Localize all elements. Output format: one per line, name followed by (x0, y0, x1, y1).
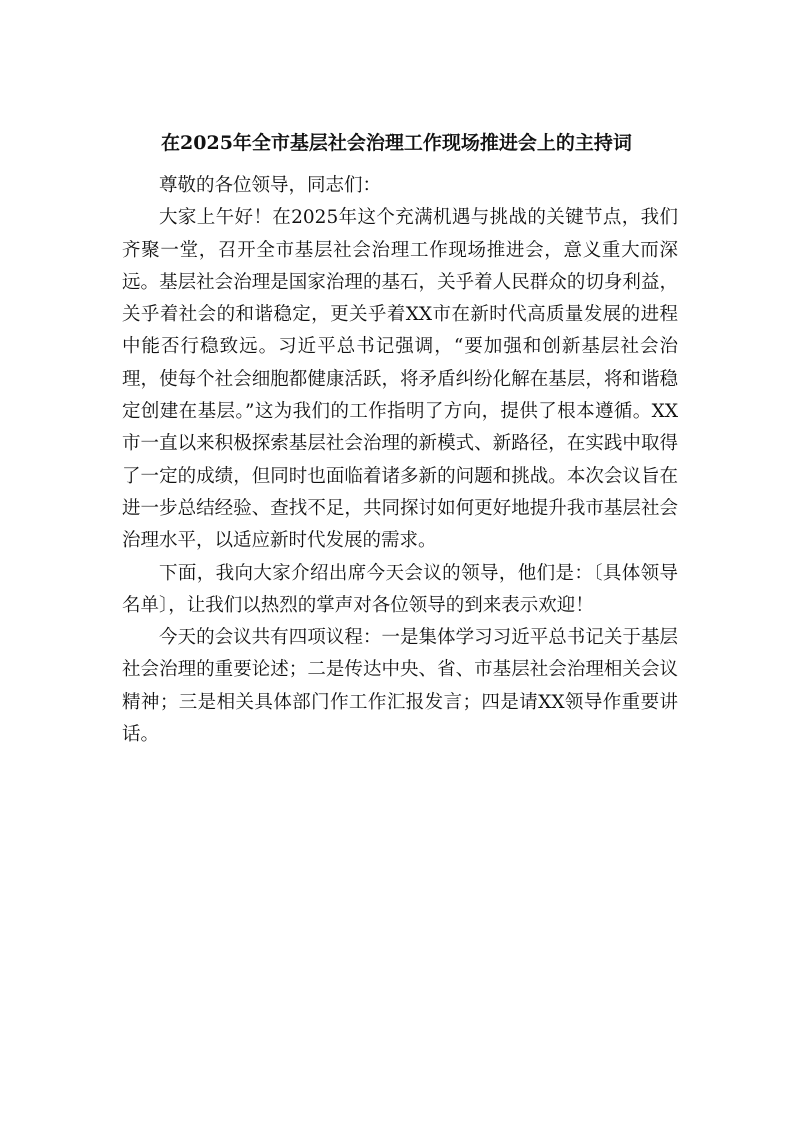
document-title: 在2025年全市基层社会治理工作现场推进会上的主持词 (161, 132, 632, 154)
paragraph-greeting: 尊敬的各位领导，同志们： (159, 175, 382, 196)
paragraph-leaders: 下面，我向大家介绍出席今天会议的领导，他们是：〔具体领导名单〕，让我们以热烈的掌声对各位领导的到来表示欢迎！ (122, 562, 678, 616)
document-body (122, 170, 678, 751)
paragraph-agenda: 今天的会议共有四项议程：一是集体学习习近平总书记关于基层社会治理的重要论述；二是传达中央、省、市基层社会治理相关会议精神；三是相关具体部门作工作汇报发言；四是请XX领导作重要讲话。 (122, 627, 678, 746)
paragraph-opening: 大家上午好！在2025年这个充满机遇与挑战的关键节点，我们齐聚一堂，召开全市基层社会治理工作现场推进会，意义重大而深远。基层社会治理是国家治理的基石，关乎着人民群众的切身利益，关乎着社会的和谐稳定，更关乎着XX市在新时代高质量发展的进程中能否行稳致远。习近平总书记强调，“要加强和创新基层社会治理，使每个社会细胞都健康活跃，将矛盾纠纷化解在基层，将和谐稳定创建在基层。”这为我们的工作指明了方向，提供了根本遵循。XX市一直以来积极探索基层社会治理的新模式、新路径，在实践中取得了一定的成绩，但同时也面临着诸多新的问题和挑战。本次会议旨在进一步总结经验、查找不足，共同探讨如何更好地提升我市基层社会治理水平，以适应新时代发展的需求。 (122, 207, 678, 552)
